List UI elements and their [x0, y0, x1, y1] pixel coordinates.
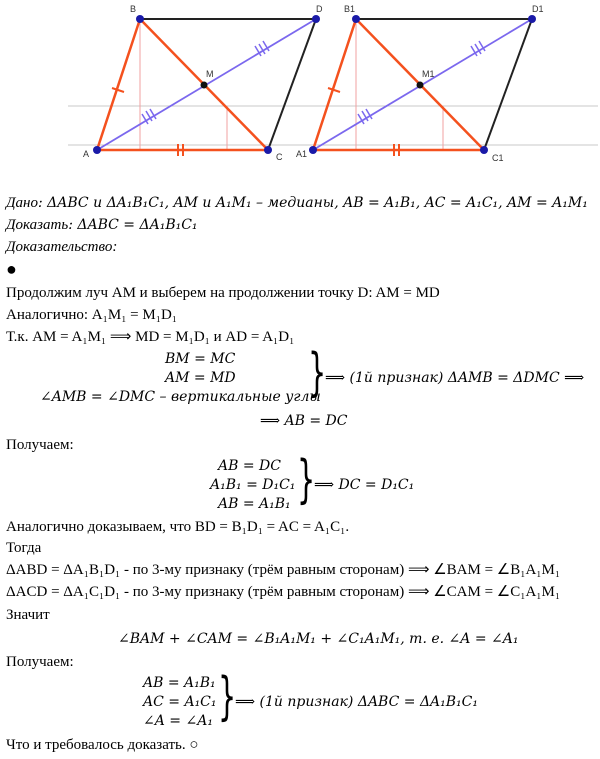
- bullet: ●: [6, 259, 17, 279]
- system2-brace: }: [297, 450, 316, 510]
- system1-result2: ⟹ AB = DC: [260, 413, 348, 429]
- proof-line-1: Продолжим луч AM и выберем на продолжении точку D: AM = MD: [6, 285, 440, 301]
- label-m1: M1: [422, 69, 435, 79]
- proof-line-2: Аналогично: A₁M₁ = M₁D₁: [6, 307, 178, 323]
- segment-ab: [97, 19, 140, 150]
- system1-brace: }: [308, 343, 327, 403]
- segment-dc: [268, 19, 316, 150]
- system3-result: ⟹ (1й признак) ΔABC = ΔA₁B₁C₁: [235, 694, 478, 710]
- prove-label: Доказать: [6, 217, 69, 233]
- label-m: M: [206, 69, 214, 79]
- prove-line: [6, 216, 198, 234]
- system2-row-c: AB = A₁B₁: [218, 496, 291, 512]
- system2-row-b: A₁B₁ = D₁C₁: [210, 477, 296, 493]
- system3-row-c: ∠A = ∠A₁: [143, 713, 213, 729]
- system3-row-a: AB = A₁B₁: [143, 675, 216, 691]
- proof-line-6: ΔACD = ΔA₁C₁D₁ - по 3-му признаку (трём равным сторонам) ⟹ ∠CAM = ∠C₁A₁M₁: [6, 584, 561, 600]
- system3-brace: }: [218, 667, 237, 727]
- then-label: Тогда: [6, 540, 42, 556]
- left-figure: [83, 4, 323, 162]
- given-expr: : ΔABC и ΔA₁B₁C₁, AM и A₁M₁ – медианы, AB = A₁B₁, AC = A₁C₁, AM = A₁M₁: [38, 195, 588, 211]
- system2-result: ⟹ DC = D₁C₁: [314, 477, 415, 493]
- system1-row-c: ∠AMB = ∠DMC – вертикальные углы: [40, 389, 321, 405]
- obtain-label-2: Получаем:: [6, 654, 74, 670]
- label-a1: A1: [296, 149, 308, 159]
- proof-heading: Доказательство:: [6, 239, 118, 255]
- proof-line-4: Аналогично доказываем, что BD = B₁D₁ = AC = A₁C₁.: [6, 519, 350, 535]
- label-d1: D1: [532, 4, 544, 14]
- label-c: C: [276, 152, 283, 162]
- segment-d1c1: [484, 19, 532, 150]
- given-line: [6, 194, 588, 212]
- obtain-label-1: Получаем:: [6, 437, 74, 453]
- angle-sum-line: ∠BAM + ∠CAM = ∠B₁A₁M₁ + ∠C₁A₁M₁, т. е. ∠A = ∠A₁: [118, 631, 519, 647]
- therefore-label: Значит: [6, 607, 50, 623]
- label-d: D: [316, 4, 323, 14]
- system3-row-b: AC = A₁C₁: [143, 694, 217, 710]
- system2-row-a: AB = DC: [218, 458, 281, 474]
- label-b1: B1: [344, 4, 356, 14]
- system1-row-b: AM = MD: [165, 370, 236, 386]
- prove-expr: : ΔABC = ΔA₁B₁C₁: [68, 217, 198, 233]
- qed-line: Что и требовалось доказать. ○: [6, 737, 199, 753]
- segment-a1b1: [313, 19, 356, 150]
- geometry-figure: [0, 0, 600, 180]
- system1-result: ⟹ (1й признак) ΔAMB = ΔDMC ⟹: [325, 370, 585, 386]
- label-a: A: [83, 149, 90, 159]
- system1-row-a: BM = MC: [165, 351, 236, 367]
- proof-line-3: Т.к. AM = A₁M₁ ⟹ MD = M₁D₁ и AD = A₁D₁: [6, 329, 295, 345]
- given-label: Дано: [6, 195, 38, 211]
- right-figure: [296, 4, 544, 163]
- label-c1: C1: [492, 153, 504, 163]
- label-b: B: [130, 4, 137, 14]
- proof-line-5: ΔABD = ΔA₁B₁D₁ - по 3-му признаку (трём равным сторонам) ⟹ ∠BAM = ∠B₁A₁M₁: [6, 562, 561, 578]
